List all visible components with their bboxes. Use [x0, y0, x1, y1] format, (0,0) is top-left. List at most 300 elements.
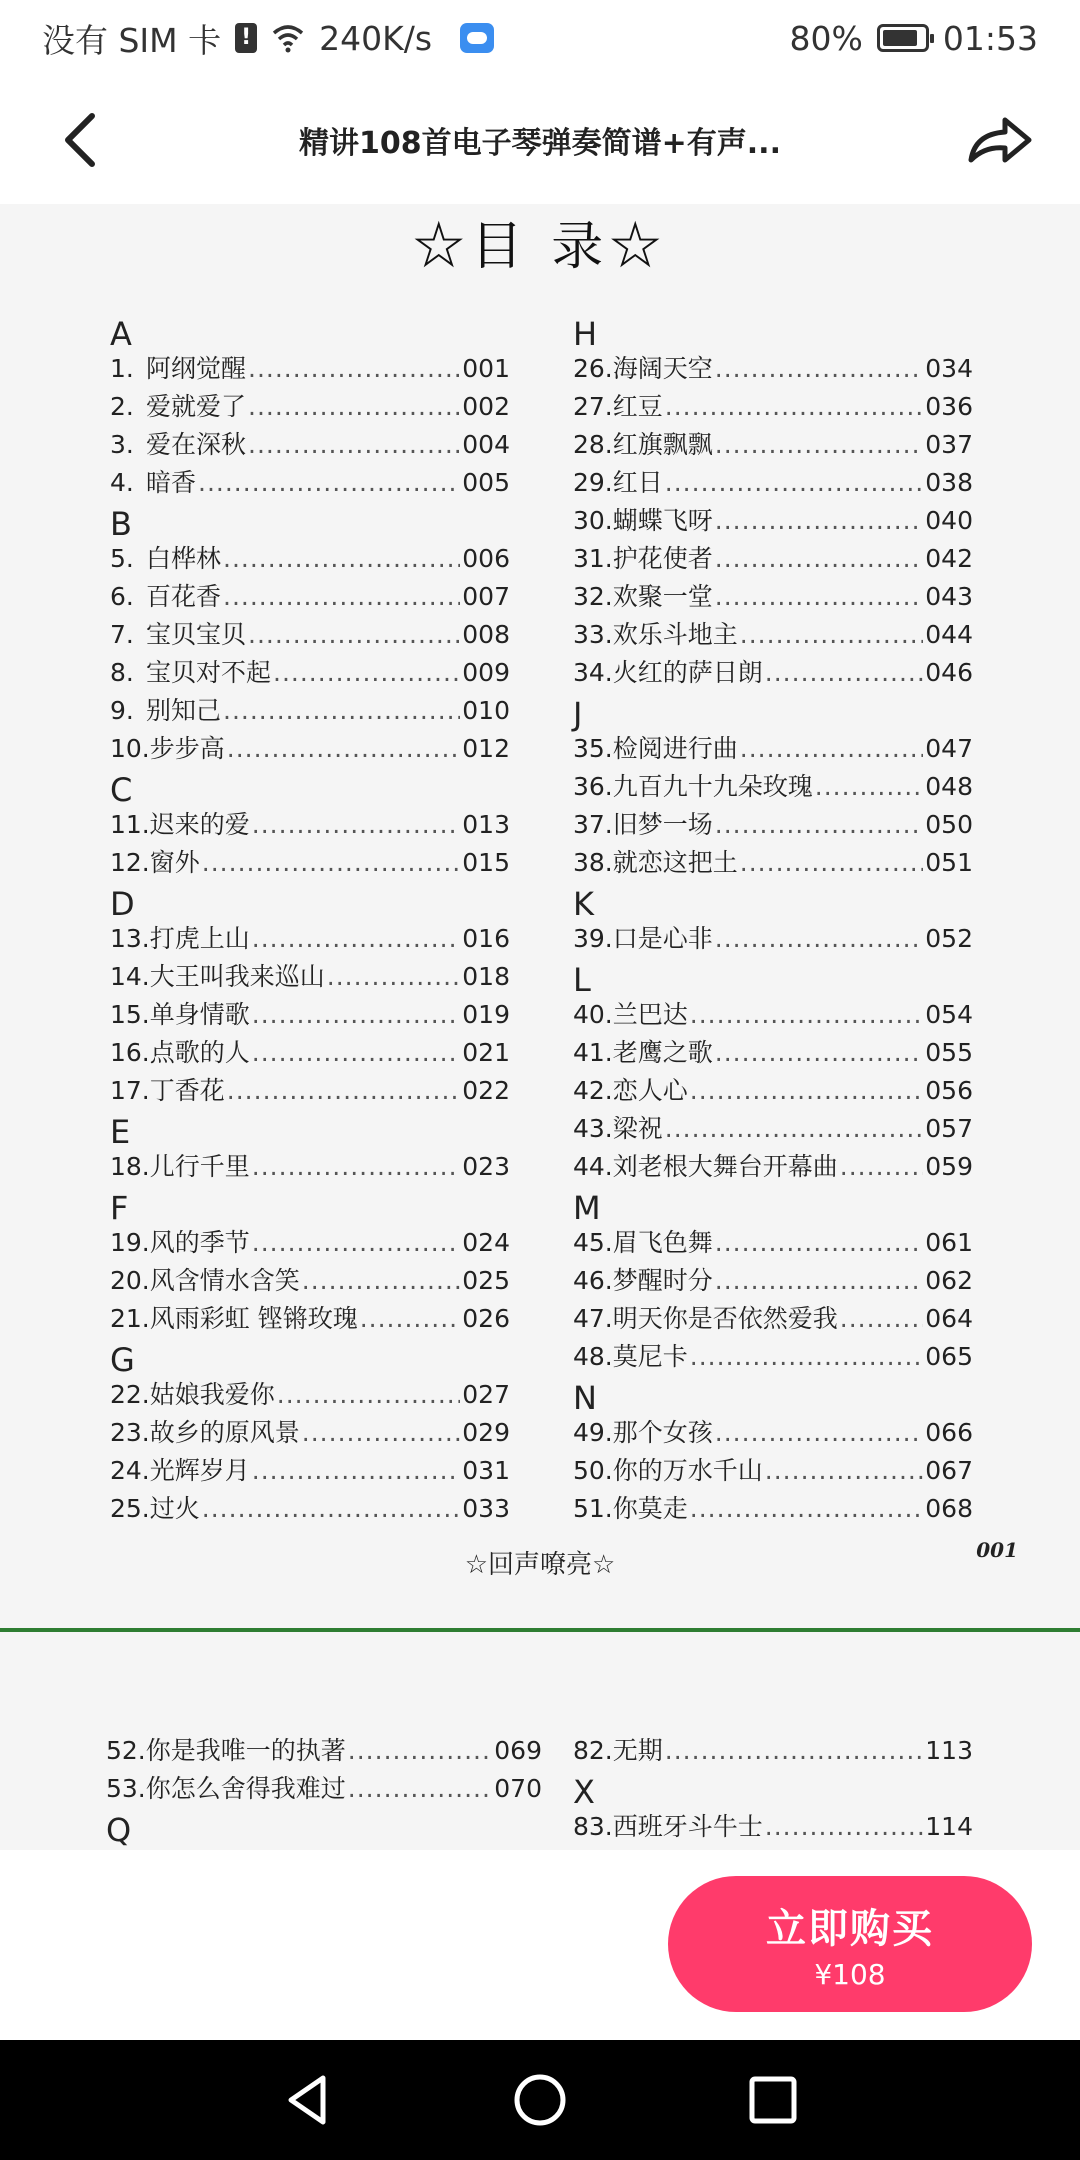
toc-entry-number: 44.	[573, 1152, 613, 1181]
toc-entry[interactable]	[573, 768, 973, 806]
battery-icon	[877, 24, 929, 52]
toc-entry-number: 27.	[573, 392, 613, 421]
toc-entry-number: 53.	[106, 1774, 146, 1803]
toc-entry-number: 43.	[573, 1114, 613, 1143]
status-right	[790, 19, 1038, 58]
toc-entry-page: 113	[925, 1736, 973, 1765]
toc-entry-leader	[690, 996, 924, 1034]
purchase-bar	[0, 1850, 1080, 2040]
toc-entry[interactable]	[573, 502, 973, 540]
toc-entry-number: 23.	[110, 1418, 150, 1447]
toc-entry[interactable]	[110, 1148, 510, 1186]
toc-entry-title: 大王叫我来巡山	[149, 962, 325, 991]
toc-entry[interactable]	[573, 1262, 973, 1300]
toc-entry-number: 36.	[573, 772, 613, 801]
toc-entry-page: 024	[462, 1228, 510, 1257]
toc-entry-number: 45.	[573, 1228, 613, 1257]
toc-entry-number: 51.	[573, 1494, 613, 1523]
toc-entry-leader	[223, 540, 460, 578]
toc-entry-leader	[348, 1770, 493, 1808]
toc-entry-leader	[252, 1148, 461, 1186]
toc-entry[interactable]	[110, 920, 510, 958]
toc-entry[interactable]	[110, 844, 510, 882]
toc-section-letter: E	[110, 1113, 131, 1151]
toc-entry-leader	[302, 1262, 461, 1300]
toc-entry[interactable]	[110, 1414, 510, 1452]
toc-entry-number: 1.	[110, 354, 134, 383]
toc-entry-title: 百花香	[146, 582, 222, 611]
toc-entry-title: 你的万水千山	[612, 1456, 763, 1485]
toc-entry-leader	[665, 1110, 924, 1148]
toc-entry-leader	[715, 540, 924, 578]
toc-entry-title: 老鹰之歌	[612, 1038, 713, 1067]
toc-entry-page: 027	[462, 1380, 510, 1409]
toc-entry[interactable]	[573, 464, 973, 502]
toc-entry[interactable]	[110, 1072, 510, 1110]
toc-entry-leader	[227, 1072, 461, 1110]
toc-entry-page: 051	[925, 848, 973, 877]
toc-entry-title: 蝴蝶飞呀	[612, 506, 713, 535]
toc-entry-title: 爱在深秋	[146, 430, 247, 459]
toc-entry-title: 九百九十九朵玫瑰	[612, 772, 813, 801]
toc-entry[interactable]	[573, 1490, 973, 1528]
toc-entry[interactable]	[110, 730, 510, 768]
toc-entry-leader	[252, 806, 461, 844]
toc-entry-page: 036	[925, 392, 973, 421]
toc-entry[interactable]	[573, 350, 973, 388]
toc-entry-number: 20.	[110, 1266, 150, 1295]
toc-entry-page: 008	[462, 620, 510, 649]
toc-entry[interactable]	[106, 1732, 542, 1770]
toc-entry-number: 21.	[110, 1304, 150, 1333]
toc-entry-page: 056	[925, 1076, 973, 1105]
toc-entry-page: 025	[462, 1266, 510, 1295]
toc-entry-page: 064	[925, 1304, 973, 1333]
toc-entry-leader	[665, 464, 924, 502]
toc-section-letter: G	[110, 1341, 135, 1379]
toc-entry-leader	[715, 806, 924, 844]
toc-entry[interactable]	[573, 1034, 973, 1072]
toc-entry-title: 红日	[612, 468, 663, 497]
toc-entry[interactable]	[110, 1376, 510, 1414]
toc-entry-page: 010	[462, 696, 510, 725]
toc-entry-number: 8.	[110, 658, 134, 687]
toc-entry-title: 你怎么舍得我难过	[145, 1774, 346, 1803]
clock: 01:53	[942, 18, 1038, 58]
nav-back-icon[interactable]	[277, 2070, 337, 2130]
page-footer	[0, 1538, 1080, 1584]
toc-entry-page: 069	[494, 1736, 542, 1765]
share-icon	[965, 112, 1035, 168]
toc-entry-number: 26.	[573, 354, 613, 383]
toc-entry-title: 风雨彩虹 铿锵玫瑰	[149, 1304, 358, 1333]
toc-entry-title: 那个女孩	[612, 1418, 713, 1447]
toc-entry-number: 82.	[573, 1736, 613, 1765]
toc-entry-leader	[765, 1452, 924, 1490]
toc-entry-title: 爱就爱了	[146, 392, 247, 421]
toc-entry-leader	[248, 350, 460, 388]
toc-entry-number: 33.	[573, 620, 613, 649]
toc-entry-title: 欢乐斗地主	[612, 620, 738, 649]
toc-entry-number: 49.	[573, 1418, 613, 1447]
toc-section-letter: B	[110, 505, 132, 543]
toc-entry-page: 059	[925, 1152, 973, 1181]
toc-entry[interactable]	[573, 578, 973, 616]
toc-section-letter: C	[110, 771, 133, 809]
toc-entry-title: 丁香花	[149, 1076, 225, 1105]
toc-entry-title: 风含情水含笑	[149, 1266, 300, 1295]
toc-entry-title: 莫尼卡	[612, 1342, 688, 1371]
toc-entry[interactable]	[573, 654, 973, 692]
toc-entry-title: 别知己	[146, 696, 222, 725]
app-header	[0, 76, 1080, 204]
toc-entry-title: 就恋这把土	[612, 848, 738, 877]
toc-entry-number: 25.	[110, 1494, 150, 1523]
toc-entry[interactable]	[110, 958, 510, 996]
toc-entry-title: 窗外	[149, 848, 200, 877]
toc-entry-page: 038	[925, 468, 973, 497]
toc-entry-title: 白桦林	[146, 544, 222, 573]
toc-entry-page: 048	[925, 772, 973, 801]
network-speed: 240K/s	[319, 18, 433, 58]
toc-entry-number: 32.	[573, 582, 613, 611]
footer-mark: ☆回声嘹亮☆	[464, 1550, 616, 1580]
toc-section-letter: A	[110, 315, 132, 353]
toc-entry-page: 062	[925, 1266, 973, 1295]
toc-entry[interactable]	[573, 1110, 973, 1148]
toc-entry-page: 034	[925, 354, 973, 383]
toc-entry[interactable]	[110, 350, 510, 388]
toc-entry-leader	[302, 1414, 461, 1452]
toc-entry[interactable]	[573, 806, 973, 844]
toc-entry-leader	[715, 1224, 924, 1262]
toc-entry-number: 31.	[573, 544, 613, 573]
toc-entry-page: 019	[462, 1000, 510, 1029]
toc-entry-title: 旧梦一场	[612, 810, 713, 839]
toc-entry-page: 006	[462, 544, 510, 573]
sim-alert-icon: !	[235, 23, 257, 53]
toc-entry-leader	[252, 920, 461, 958]
toc-entry-number: 11.	[110, 810, 150, 839]
toc-entry-leader	[740, 730, 924, 768]
toc-entry-title: 打虎上山	[149, 924, 250, 953]
chevron-left-icon	[58, 110, 102, 170]
toc-entry-page: 026	[462, 1304, 510, 1333]
toc-entry-number: 22.	[110, 1380, 150, 1409]
toc-entry-page: 013	[462, 810, 510, 839]
toc-entry-leader	[715, 1414, 924, 1452]
toc-entry[interactable]	[110, 540, 510, 578]
toc-entry-leader	[327, 958, 461, 996]
toc-entry-title: 暗香	[146, 468, 197, 497]
toc-entry-page: 021	[462, 1038, 510, 1067]
toc-entry-number: 28.	[573, 430, 613, 459]
toc-entry-leader	[248, 388, 460, 426]
toc-entry-title: 风的季节	[149, 1228, 250, 1257]
toc-entry-title: 刘老根大舞台开幕曲	[612, 1152, 838, 1181]
toc-entry-title: 儿行千里	[149, 1152, 250, 1181]
toc-entry-title: 梦醒时分	[612, 1266, 713, 1295]
toc-column-left	[110, 312, 510, 1528]
toc-entry-leader	[815, 768, 924, 806]
buy-now-label: 立即购买	[766, 1906, 934, 1952]
toc-entry-leader	[715, 502, 924, 540]
toc-entry-number: 4.	[110, 468, 134, 497]
toc-entry[interactable]	[110, 616, 510, 654]
toc-entry-page: 042	[925, 544, 973, 573]
toc-entry-number: 5.	[110, 544, 134, 573]
toc-entry[interactable]	[110, 654, 510, 692]
toc-entry[interactable]	[110, 1262, 510, 1300]
toc-entry[interactable]	[573, 1808, 973, 1846]
toc-entry-number: 34.	[573, 658, 613, 687]
toc-entry-title: 红豆	[612, 392, 663, 421]
toc-entry-leader	[690, 1338, 924, 1376]
toc-entry-title: 兰巴达	[612, 1000, 688, 1029]
toc-entry-page: 016	[462, 924, 510, 953]
toc-entry-title: 欢聚一堂	[612, 582, 713, 611]
toc-section-letter: M	[573, 1189, 601, 1227]
cloud-icon	[460, 23, 494, 53]
toc-entry[interactable]	[110, 1490, 510, 1528]
toc-entry[interactable]	[573, 730, 973, 768]
toc-entry-title: 光辉岁月	[149, 1456, 250, 1485]
document-page-2	[0, 1632, 1080, 1850]
toc-entry-leader	[665, 1732, 924, 1770]
toc-entry-title: 单身情歌	[149, 1000, 250, 1029]
toc-entry-number: 3.	[110, 430, 134, 459]
toc-entry-leader	[715, 350, 924, 388]
toc-entry-number: 47.	[573, 1304, 613, 1333]
toc-entry[interactable]	[573, 1338, 973, 1376]
toc-entry-number: 83.	[573, 1812, 613, 1841]
toc-section-letter: L	[573, 961, 591, 999]
toc-entry[interactable]	[110, 1452, 510, 1490]
toc-entry-page: 061	[925, 1228, 973, 1257]
toc-entry[interactable]	[573, 1732, 973, 1770]
toc-entry-page: 012	[462, 734, 510, 763]
toc-entry[interactable]	[573, 1452, 973, 1490]
toc-entry-title: 口是心非	[612, 924, 713, 953]
toc-entry-number: 50.	[573, 1456, 613, 1485]
toc-entry-number: 9.	[110, 696, 134, 725]
toc-entry-page: 005	[462, 468, 510, 497]
toc-entry-number: 19.	[110, 1228, 150, 1257]
toc-entry[interactable]	[573, 1224, 973, 1262]
toc-section-letter: N	[573, 1379, 597, 1417]
toc-entry[interactable]	[573, 996, 973, 1034]
toc-entry-page: 057	[925, 1114, 973, 1143]
toc-entry-title: 宝贝宝贝	[146, 620, 247, 649]
toc-entry-leader	[277, 1376, 461, 1414]
toc-section-letter: J	[573, 695, 583, 733]
toc-entry-page: 015	[462, 848, 510, 877]
toc-entry-number: 10.	[110, 734, 150, 763]
toc-section-letter: K	[573, 885, 594, 923]
toc-entry[interactable]	[110, 1034, 510, 1072]
toc-entry-title: 过火	[149, 1494, 200, 1523]
toc-entry-number: 39.	[573, 924, 613, 953]
toc-entry-title: 明天你是否依然爱我	[612, 1304, 838, 1333]
toc-entry[interactable]	[110, 464, 510, 502]
toc-entry-page: 054	[925, 1000, 973, 1029]
toc-entry-title: 迟来的爱	[149, 810, 250, 839]
toc-entry-leader	[252, 996, 461, 1034]
toc-title: ☆目 录☆	[412, 217, 668, 277]
toc-entry-number: 29.	[573, 468, 613, 497]
toc-entry-page: 043	[925, 582, 973, 611]
toc-entry-number: 42.	[573, 1076, 613, 1105]
system-nav-bar	[0, 2040, 1080, 2160]
toc-entry[interactable]	[573, 1414, 973, 1452]
toc-column-right-page2	[573, 1732, 973, 1846]
toc-entry-leader	[840, 1300, 924, 1338]
toc-entry-page: 031	[462, 1456, 510, 1485]
back-button[interactable]	[40, 100, 120, 180]
toc-entry[interactable]	[110, 996, 510, 1034]
toc-entry-page: 004	[462, 430, 510, 459]
nav-home-icon[interactable]	[510, 2070, 570, 2130]
toc-entry-page: 023	[462, 1152, 510, 1181]
toc-entry-leader	[223, 692, 460, 730]
toc-entry[interactable]	[110, 388, 510, 426]
toc-entry-number: 6.	[110, 582, 134, 611]
document-page-1	[0, 204, 1080, 1630]
toc-entry[interactable]	[573, 616, 973, 654]
nav-recents-icon[interactable]	[743, 2070, 803, 2130]
toc-entry[interactable]	[573, 844, 973, 882]
toc-entry-leader	[198, 464, 460, 502]
toc-entry-page: 037	[925, 430, 973, 459]
toc-entry-title: 火红的萨日朗	[612, 658, 763, 687]
toc-entry[interactable]	[573, 1148, 973, 1186]
toc-entry-leader	[765, 654, 924, 692]
toc-entry-leader	[227, 730, 461, 768]
toc-entry[interactable]	[110, 1300, 510, 1338]
toc-entry[interactable]	[573, 1300, 973, 1338]
toc-column-right	[573, 312, 973, 1528]
toc-entry-number: 15.	[110, 1000, 150, 1029]
toc-entry-leader	[223, 578, 460, 616]
toc-entry-leader	[202, 844, 461, 882]
toc-entry-page: 050	[925, 810, 973, 839]
buy-now-price: ¥108	[814, 1958, 886, 1991]
toc-section-letter: F	[110, 1189, 129, 1227]
toc-entry-title: 阿纲觉醒	[146, 354, 247, 383]
toc-entry-number: 30.	[573, 506, 613, 535]
toc-entry[interactable]	[573, 540, 973, 578]
toc-entry-page: 070	[494, 1774, 542, 1803]
toc-entry-number: 40.	[573, 1000, 613, 1029]
toc-entry[interactable]	[110, 692, 510, 730]
toc-entry-page: 047	[925, 734, 973, 763]
toc-entry-number: 24.	[110, 1456, 150, 1485]
toc-entry-leader	[690, 1072, 924, 1110]
toc-entry-page: 068	[925, 1494, 973, 1523]
share-button[interactable]	[960, 100, 1040, 180]
toc-entry-leader	[252, 1034, 461, 1072]
page-title: 精讲108首电子琴弹奏简谱+有声...	[299, 126, 781, 161]
toc-entry-leader	[248, 616, 460, 654]
toc-entry-title: 宝贝对不起	[146, 658, 272, 687]
toc-entry[interactable]	[110, 1224, 510, 1262]
toc-entry-page: 002	[462, 392, 510, 421]
toc-entry-number: 17.	[110, 1076, 150, 1105]
toc-entry[interactable]	[110, 578, 510, 616]
toc-entry-number: 37.	[573, 810, 613, 839]
toc-entry-title: 梁祝	[612, 1114, 663, 1143]
toc-entry-number: 41.	[573, 1038, 613, 1067]
toc-entry-title: 检阅进行曲	[612, 734, 738, 763]
toc-entry-number: 13.	[110, 924, 150, 953]
toc-entry-title: 眉飞色舞	[612, 1228, 713, 1257]
battery-percent: 80%	[789, 18, 863, 58]
toc-entry-page: 046	[925, 658, 973, 687]
toc-entry-number: 46.	[573, 1266, 613, 1295]
toc-entry-number: 48.	[573, 1342, 613, 1371]
toc-entry-number: 18.	[110, 1152, 150, 1181]
toc-entry-page: 066	[925, 1418, 973, 1447]
toc-entry-leader	[202, 1490, 461, 1528]
toc-entry[interactable]	[573, 1072, 973, 1110]
toc-entry[interactable]	[106, 1770, 542, 1808]
toc-entry-leader	[252, 1224, 461, 1262]
toc-entry-title: 护花使者	[612, 544, 713, 573]
toc-entry-number: 14.	[110, 962, 150, 991]
toc-entry-page: 040	[925, 506, 973, 535]
toc-entry-title: 海阔天空	[612, 354, 713, 383]
buy-now-button[interactable]	[668, 1876, 1032, 2012]
toc-entry-title: 西班牙斗牛士	[612, 1812, 763, 1841]
toc-entry-page: 009	[462, 658, 510, 687]
toc-entry-leader	[248, 426, 460, 464]
toc-entry-leader	[273, 654, 460, 692]
toc-entry-number: 12.	[110, 848, 150, 877]
toc-entry-leader	[715, 426, 924, 464]
toc-entry-page: 018	[462, 962, 510, 991]
toc-entry-leader	[740, 616, 924, 654]
toc-entry-title: 姑娘我爱你	[149, 1380, 275, 1409]
toc-entry-title: 你是我唯一的执著	[145, 1736, 346, 1765]
toc-entry-number: 16.	[110, 1038, 150, 1067]
toc-entry-leader	[740, 844, 924, 882]
toc-entry[interactable]	[573, 426, 973, 464]
toc-entry-leader	[715, 578, 924, 616]
toc-entry-title: 恋人心	[612, 1076, 688, 1105]
toc-entry-leader	[715, 920, 924, 958]
toc-entry-number: 7.	[110, 620, 134, 649]
toc-entry-page: 065	[925, 1342, 973, 1371]
toc-entry-number: 35.	[573, 734, 613, 763]
toc-entry-title: 红旗飘飘	[612, 430, 713, 459]
toc-entry[interactable]	[573, 388, 973, 426]
document-viewer[interactable]	[0, 204, 1080, 1850]
toc-entry-page: 033	[462, 1494, 510, 1523]
wifi-icon	[271, 23, 305, 53]
toc-entry-number: 38.	[573, 848, 613, 877]
toc-entry-number: 2.	[110, 392, 134, 421]
toc-entry-leader	[348, 1732, 493, 1770]
toc-entry-leader	[252, 1452, 461, 1490]
toc-entry[interactable]	[573, 920, 973, 958]
toc-entry-title: 故乡的原风景	[149, 1418, 300, 1447]
toc-entry-leader	[765, 1808, 924, 1846]
toc-entry[interactable]	[110, 426, 510, 464]
toc-section-letter: H	[573, 315, 598, 353]
page-number: 001	[976, 1538, 1018, 1562]
toc-entry-number: 52.	[106, 1736, 146, 1765]
toc-entry[interactable]	[110, 806, 510, 844]
